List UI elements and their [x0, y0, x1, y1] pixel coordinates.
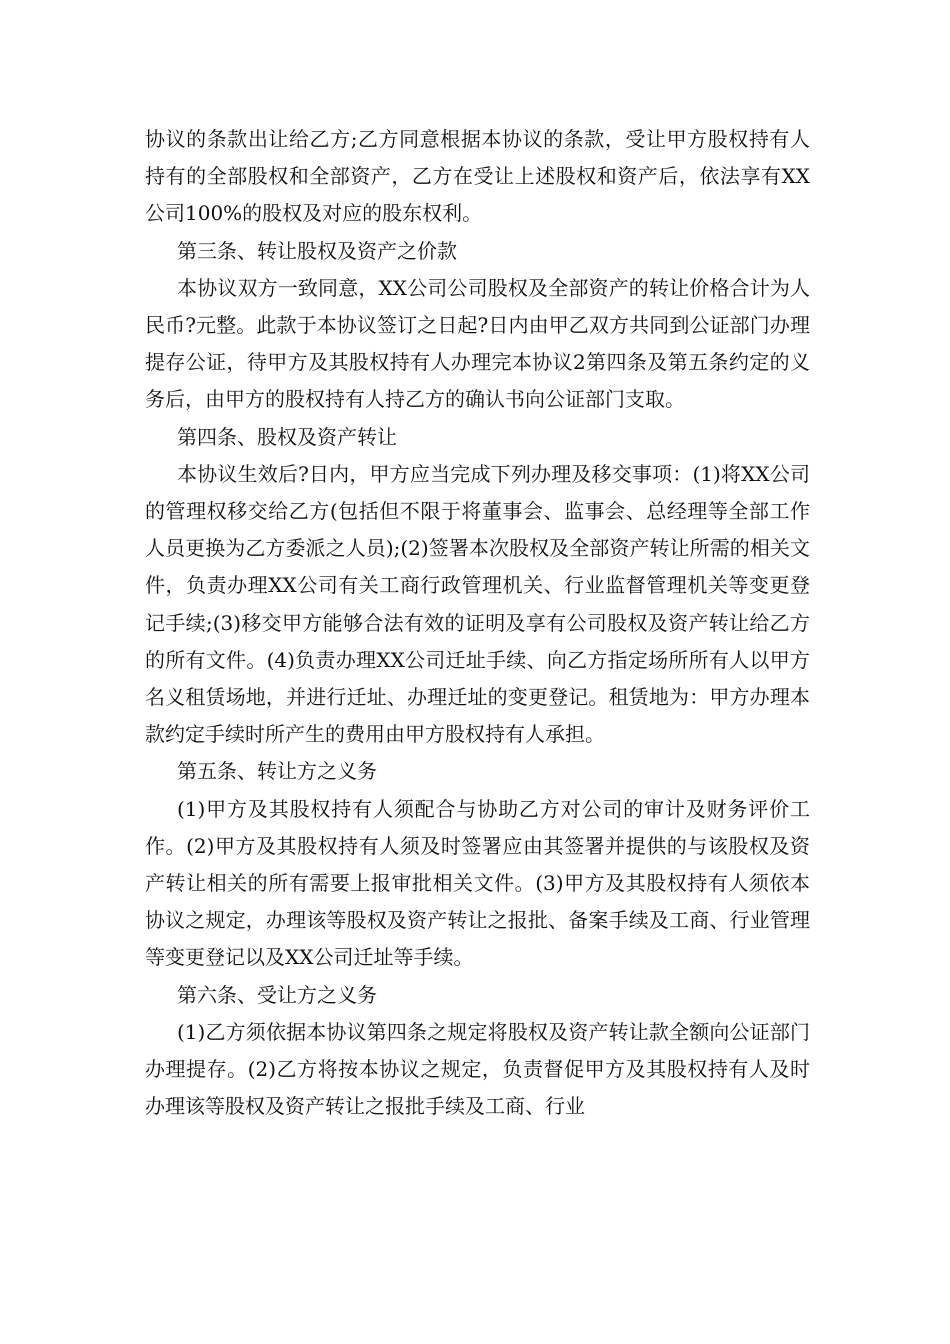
document-page	[145, 121, 810, 1125]
article-4-body: 本协议生效后?日内，甲方应当完成下列办理及移交事项：(1)将XX公司的管理权移交给乙方(包括但不限于将董事会、监事会、总经理等全部工作人员更换为乙方委派之人员);(2)签署本次股权及全部资产转让所需的相关文件，负责办理XX公司有关工商行政管理机关、行业监督管理机关等变更登记手续;(3)移交甲方能够合法有效的证明及享有公司股权及资产转让给乙方的所有文件。(4)负责办理XX公司迁址手续、向乙方指定场所所有人以甲方名义租赁场地，并进行迁址、办理迁址的变更登记。租赁地为：甲方办理本款约定手续时所产生的费用由甲方股权持有人承担。	[145, 461, 810, 747]
article-3-heading: 第三条、转让股权及资产之价款	[177, 238, 457, 263]
article-5-body: (1)甲方及其股权持有人须配合与协助乙方对公司的审计及财务评价工作。(2)甲方及其股权持有人须及时签署应由其签署并提供的与该股权及资产转让相关的所有需要上报审批相关文件。(3)甲方及其股权持有人须依本协议之规定，办理该等股权及资产转让之报批、备案手续及工商、行业管理等变更登记以及XX公司迁址等手续。	[145, 796, 810, 970]
article-5-heading: 第五条、转让方之义务	[177, 759, 377, 784]
paragraph-continuation: 协议的条款出让给乙方;乙方同意根据本协议的条款，受让甲方股权持有人持有的全部股权和全部资产，乙方在受让上述股权和资产后，依法享有XX公司100%的股权及对应的股东权利。	[145, 127, 810, 226]
article-4-heading: 第四条、股权及资产转让	[177, 424, 397, 449]
article-3-body: 本协议双方一致同意，XX公司公司股权及全部资产的转让价格合计为人民币?元整。此款于本协议签订之日起?日内由甲乙双方共同到公证部门办理提存公证，待甲方及其股权持有人办理完本协议2第四条及第五条约定的义务后，由甲方的股权持有人持乙方的确认书向公证部门支取。	[145, 275, 810, 412]
article-6-heading: 第六条、受让方之义务	[177, 982, 377, 1007]
article-6-body: (1)乙方须依据本协议第四条之规定将股权及资产转让款全额向公证部门办理提存。(2)乙方将按本协议之规定，负责督促甲方及其股权持有人及时办理该等股权及资产转让之报批手续及工商、行业	[145, 1019, 810, 1119]
